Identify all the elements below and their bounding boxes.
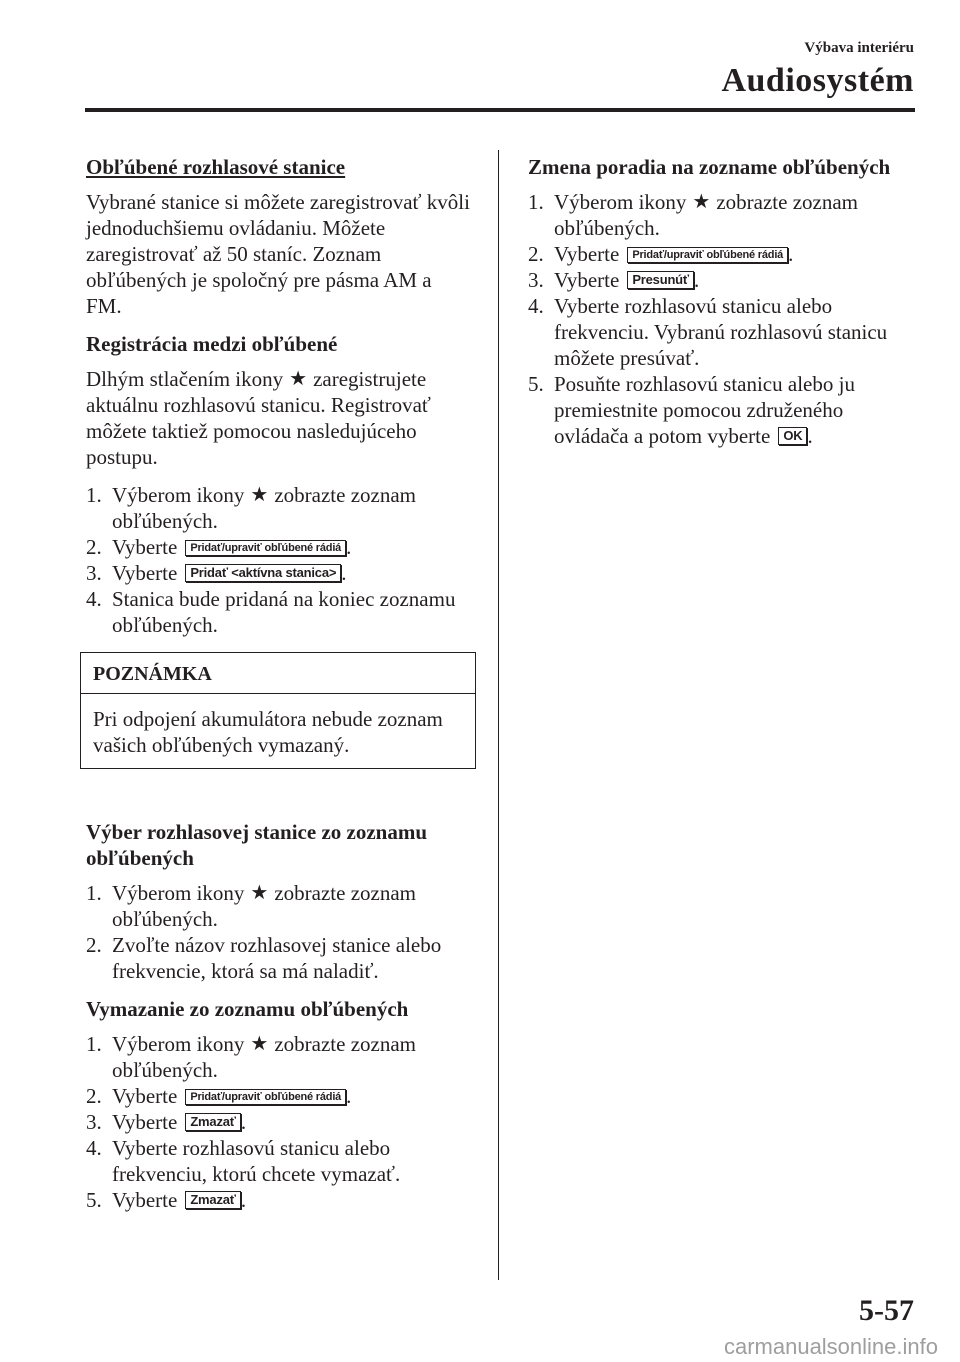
step-text: zobrazte zoznam obľúbených. bbox=[554, 190, 859, 240]
register-text-a: Dlhým stlačením ikony bbox=[86, 367, 284, 391]
step-number: 2. bbox=[86, 535, 102, 559]
register-heading: Registrácia medzi obľúbené bbox=[86, 332, 338, 356]
step-text: Vyberte bbox=[554, 242, 620, 266]
step-text: . bbox=[240, 1188, 247, 1212]
star-icon: ★ bbox=[250, 1031, 269, 1055]
note-body: Pri odpojení akumulátora nebude zoznam vašich obľúbených vymazaný. bbox=[93, 707, 443, 757]
section-label: Výbava interiéru bbox=[804, 40, 914, 56]
step-text: Výberom ikony bbox=[112, 881, 245, 905]
watermark: carmanualsonline.info bbox=[723, 1334, 938, 1359]
list-item bbox=[86, 1187, 472, 1213]
step-number: 5. bbox=[528, 372, 544, 396]
step-number: 4. bbox=[86, 1136, 102, 1160]
step-text: Vyberte bbox=[112, 1084, 178, 1108]
step-text: Posuňte rozhlasovú stanicu alebo ju premiestnite pomocou združeného ovládača a potom vyberte bbox=[554, 372, 855, 448]
step-text: zobrazte zoznam obľúbených. bbox=[112, 881, 417, 931]
step-text: Vyberte bbox=[112, 561, 178, 585]
step-text: Výberom ikony bbox=[112, 1032, 245, 1056]
step-text: zobrazte zoznam obľúbených. bbox=[112, 483, 417, 533]
star-icon: ★ bbox=[692, 189, 711, 213]
step-text: Vyberte bbox=[112, 535, 178, 559]
list-item bbox=[86, 880, 472, 932]
reorder-heading: Zmena poradia na zozname obľúbených bbox=[528, 155, 891, 179]
note-box bbox=[80, 652, 476, 769]
list-item bbox=[528, 293, 918, 371]
star-icon: ★ bbox=[250, 880, 269, 904]
step-number: 3. bbox=[86, 1110, 102, 1134]
step-number: 4. bbox=[86, 587, 102, 611]
step-text: Vyberte rozhlasovú stanicu alebo frekvenciu. Vybranú rozhlasovú stanicu môžete presúvať. bbox=[554, 294, 888, 370]
list-item bbox=[86, 482, 472, 534]
step-text: . bbox=[346, 535, 352, 559]
list-item bbox=[528, 371, 918, 449]
step-text: . bbox=[807, 424, 813, 448]
register-steps bbox=[86, 482, 472, 638]
star-icon: ★ bbox=[289, 366, 308, 390]
step-text: . bbox=[788, 242, 794, 266]
step-number: 3. bbox=[86, 561, 102, 585]
step-text: Zvoľte názov rozhlasovej stanice alebo frekvencie, ktorá sa má naladiť. bbox=[112, 933, 442, 983]
list-item bbox=[86, 1135, 472, 1187]
step-text: Výberom ikony bbox=[554, 190, 687, 214]
list-item bbox=[86, 1031, 472, 1083]
list-item bbox=[86, 534, 472, 560]
column-divider bbox=[498, 150, 499, 1280]
page-number: 5-57 bbox=[859, 1294, 914, 1327]
step-text: Vyberte bbox=[112, 1188, 178, 1212]
step-number: 2. bbox=[86, 1084, 102, 1108]
step-number: 2. bbox=[528, 242, 544, 266]
step-text: Vyberte bbox=[112, 1110, 178, 1134]
add-edit-favorites-button[interactable]: Pridať/upraviť obľúbené rádiá bbox=[185, 1089, 346, 1105]
list-item bbox=[86, 560, 472, 586]
delete-button[interactable]: Zmazať bbox=[185, 1113, 241, 1131]
step-text: . bbox=[346, 1084, 352, 1108]
list-item bbox=[528, 189, 918, 241]
reorder-steps bbox=[528, 189, 918, 449]
step-number: 2. bbox=[86, 933, 102, 957]
delete-steps bbox=[86, 1031, 472, 1213]
register-text-b: zaregistrujete aktuálnu rozhlasovú stanicu. Registrovať môžete taktiež pomocou nasledujúceho postupu. bbox=[86, 367, 431, 469]
list-item bbox=[86, 932, 472, 984]
list-item bbox=[86, 586, 472, 638]
ok-button[interactable]: OK bbox=[778, 427, 807, 445]
step-number: 5. bbox=[86, 1188, 102, 1212]
list-item bbox=[86, 1109, 472, 1135]
step-number: 1. bbox=[528, 190, 544, 214]
step-text: . bbox=[341, 561, 347, 585]
right-column bbox=[528, 154, 918, 461]
step-text: zobrazte zoznam obľúbených. bbox=[112, 1032, 417, 1082]
step-text: Výberom ikony bbox=[112, 483, 245, 507]
step-text: Vyberte rozhlasovú stanicu alebo frekvenciu, ktorú chcete vymazať. bbox=[112, 1136, 401, 1186]
add-edit-favorites-button[interactable]: Pridať/upraviť obľúbené rádiá bbox=[627, 247, 788, 263]
favorites-heading: Obľúbené rozhlasové stanice bbox=[86, 155, 346, 179]
star-icon: ★ bbox=[250, 482, 269, 506]
note-title: POZNÁMKA bbox=[81, 653, 475, 694]
step-number: 1. bbox=[86, 1032, 102, 1056]
select-heading: Výber rozhlasovej stanice zo zoznamu obľúbených bbox=[86, 820, 428, 870]
left-column bbox=[86, 154, 472, 1225]
step-text: . bbox=[693, 268, 700, 292]
step-number: 4. bbox=[528, 294, 544, 318]
favorites-paragraph: Vybrané stanice si môžete zaregistrovať kvôli jednoduchšiemu ovládaniu. Môžete zaregistrovať až 50 staníc. Zoznam obľúbených je spoločný pre pásma AM a FM. bbox=[86, 190, 470, 318]
move-button[interactable]: Presunúť bbox=[627, 271, 694, 289]
list-item bbox=[528, 241, 918, 267]
delete-heading: Vymazanie zo zoznamu obľúbených bbox=[86, 997, 409, 1021]
add-active-station-button[interactable]: Pridať <aktívna stanica> bbox=[185, 564, 341, 582]
header-rule bbox=[85, 108, 915, 112]
step-number: 3. bbox=[528, 268, 544, 292]
select-steps bbox=[86, 880, 472, 984]
list-item bbox=[528, 267, 918, 293]
page-title: Audiosystém bbox=[721, 62, 914, 99]
list-item bbox=[86, 1083, 472, 1109]
delete-button[interactable]: Zmazať bbox=[185, 1191, 241, 1209]
step-number: 1. bbox=[86, 483, 102, 507]
add-edit-favorites-button[interactable]: Pridať/upraviť obľúbené rádiá bbox=[185, 540, 346, 556]
step-text: Stanica bude pridaná na koniec zoznamu obľúbených. bbox=[112, 587, 456, 637]
step-text: . bbox=[240, 1110, 247, 1134]
register-paragraph bbox=[86, 366, 472, 470]
step-text: Vyberte bbox=[554, 268, 620, 292]
step-number: 1. bbox=[86, 881, 102, 905]
